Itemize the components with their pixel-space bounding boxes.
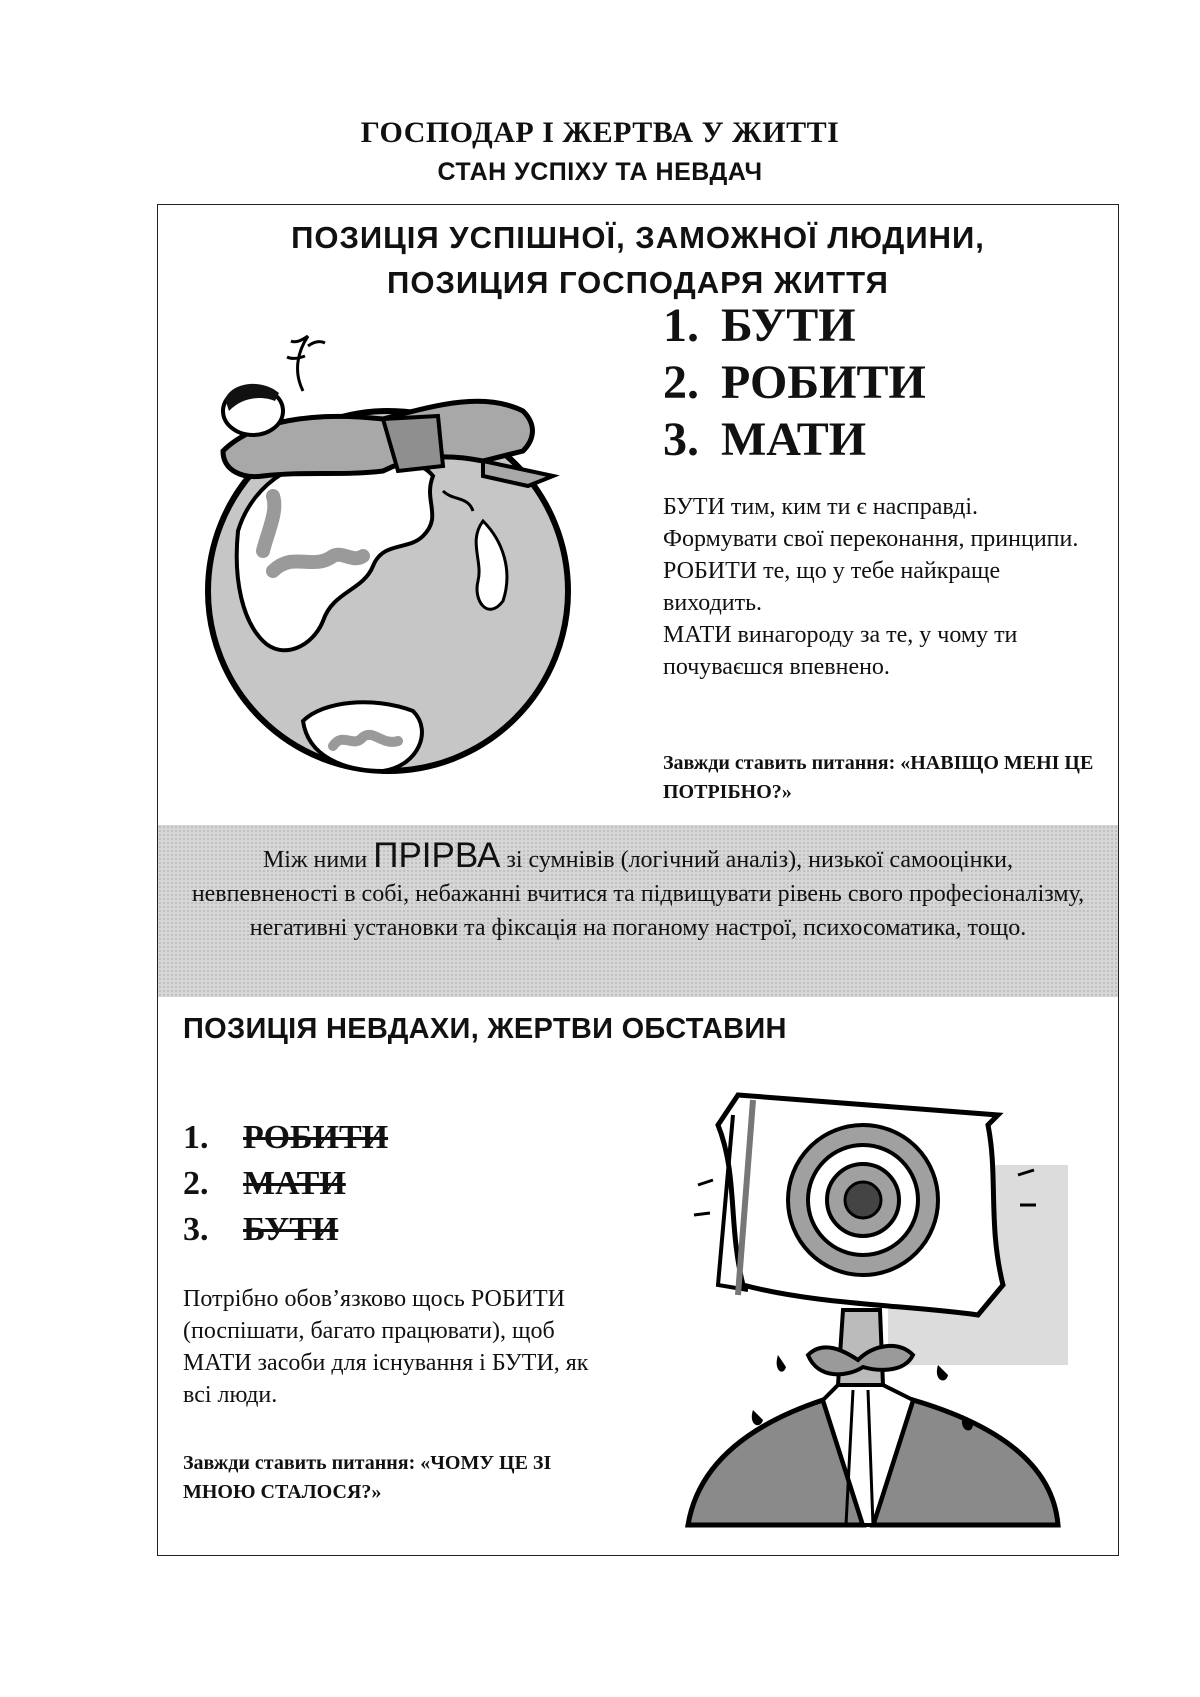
success-question: Завжди ставить питання: «НАВІЩО МЕНІ ЦЕ ПОТРІБНО?» <box>663 752 1094 803</box>
page-subtitle: СТАН УСПІХУ ТА НЕВДАЧ <box>437 158 763 186</box>
target-head-man-icon <box>658 1055 1088 1535</box>
list-item: 3. МАТИ <box>663 413 867 466</box>
success-heading <box>158 215 1118 305</box>
success-heading-line2: ПОЗИЦИЯ ГОСПОДАРЯ ЖИТТЯ <box>387 265 889 300</box>
list-item: 3. БУТИ <box>183 1211 339 1248</box>
content-frame <box>157 204 1119 1556</box>
victim-description: Потрібно обов’язково щось РОБИТИ (поспішати, багато працювати), щоб МАТИ засоби для існування і БУТИ, як всі люди. <box>183 1286 589 1408</box>
victim-question: Завжди ставить питання: «ЧОМУ ЦЕ ЗІ МНОЮ СТАЛОСЯ?» <box>183 1452 552 1503</box>
victim-steps-list <box>183 1115 388 1253</box>
victim-heading: ПОЗИЦІЯ НЕВДАХИ, ЖЕРТВИ ОБСТАВИН <box>183 1013 787 1045</box>
gap-band <box>158 825 1118 997</box>
page-title: ГОСПОДАР І ЖЕРТВА У ЖИТТІ <box>360 116 840 149</box>
gap-keyword: ПРІРВА <box>373 836 501 875</box>
success-description: БУТИ тим, ким ти є насправді. Формувати свої переконання, принципи. РОБИТИ те, що у тебе найкраще виходить. МАТИ винагороду за те, у чому ти почуваєшся впевнено. <box>663 494 1079 680</box>
list-item: 1. РОБИТИ <box>183 1119 389 1156</box>
list-item: 2. МАТИ <box>183 1165 346 1202</box>
list-item: 2. РОБИТИ <box>663 356 926 409</box>
list-item: 1. БУТИ <box>663 299 856 352</box>
gap-text: Між ними ПРІРВА зі сумнівів (логічний аналіз), низької самооцінки, невпевненості в собі, небажанні вчитися та підвищувати рівень свого професіоналізму, негативні установки та фіксація на поганому настрої, психосоматика, тощо. <box>191 836 1085 941</box>
globe-hug-icon <box>183 301 583 801</box>
success-heading-line1: ПОЗИЦІЯ УСПІШНОЇ, ЗАМОЖНОЇ ЛЮДИНИ, <box>291 220 985 255</box>
success-steps-list <box>663 297 926 468</box>
